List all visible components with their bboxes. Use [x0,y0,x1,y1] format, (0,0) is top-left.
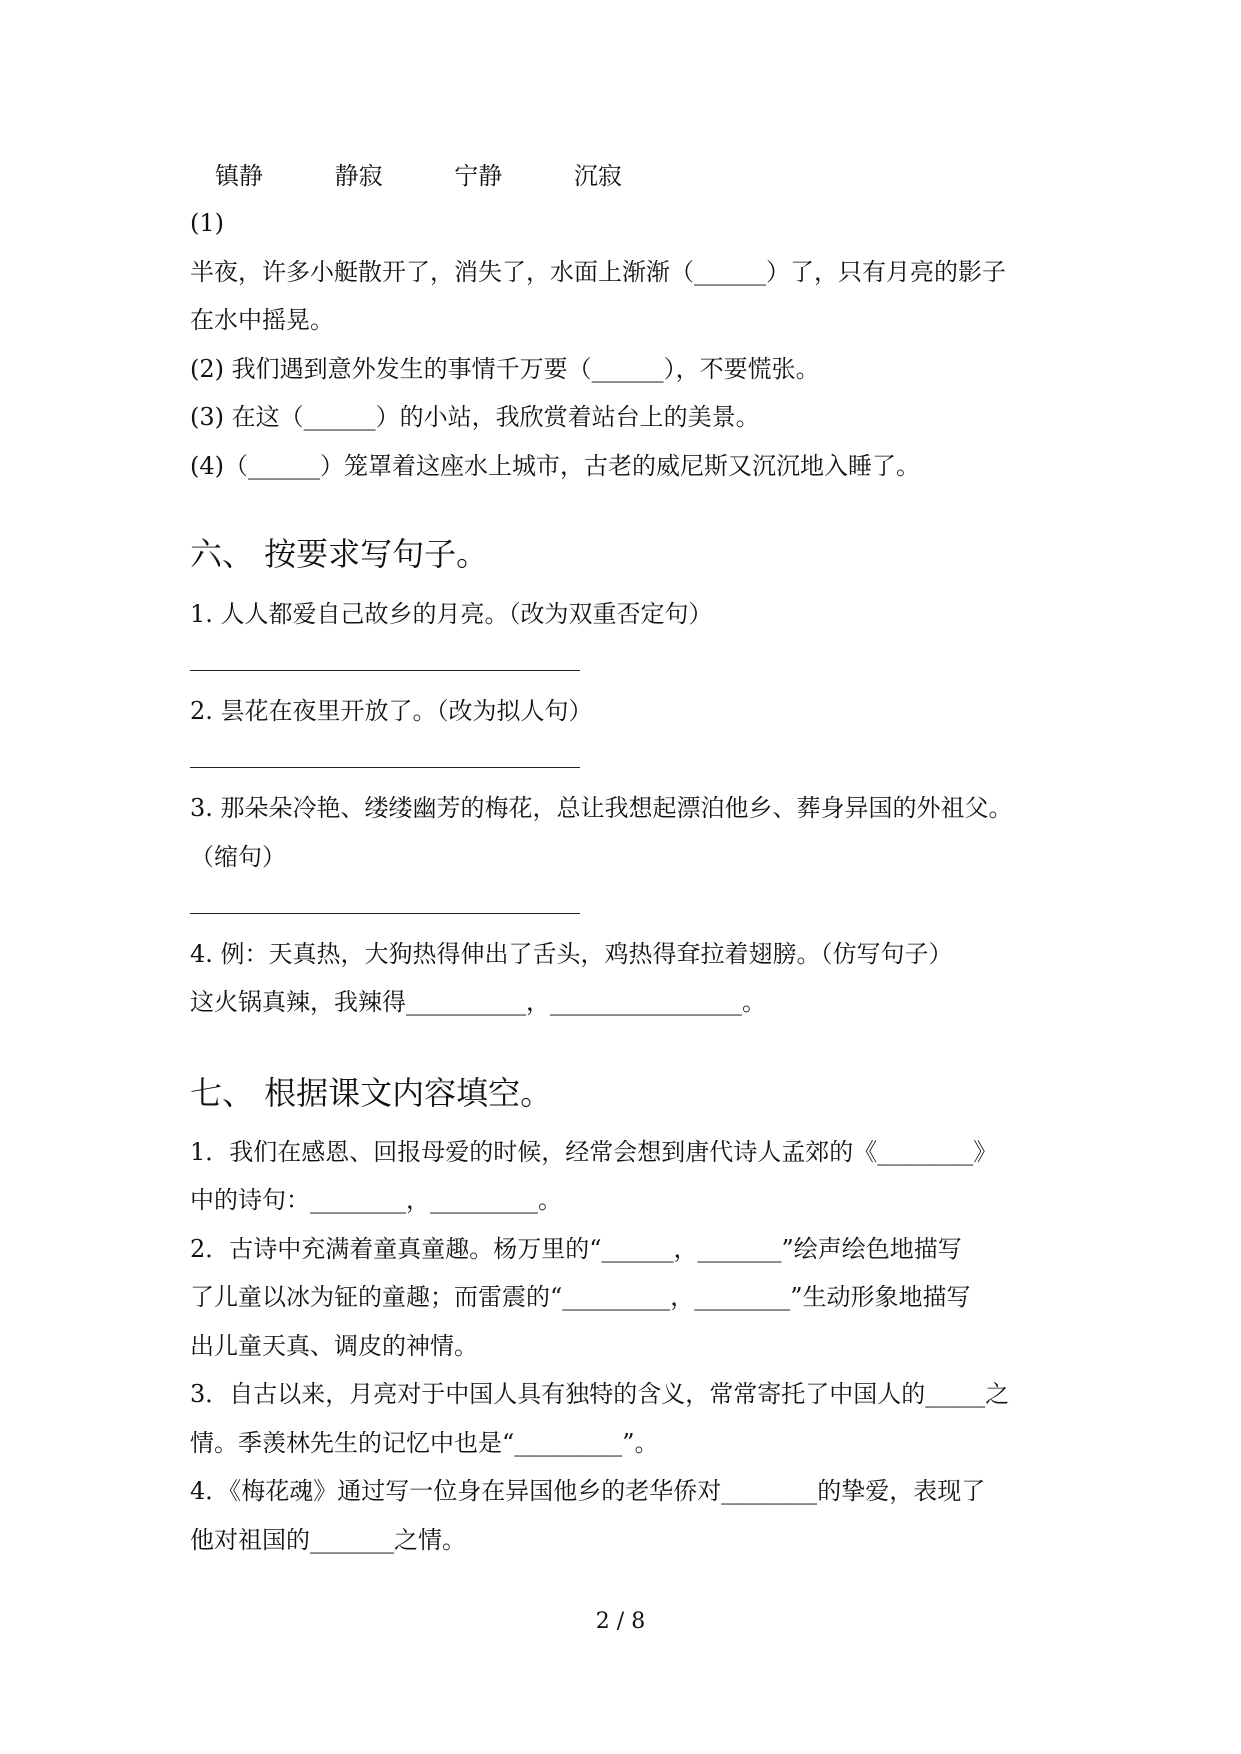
sentence-question-cont: （缩句） [190,843,286,871]
fill-question: 2．古诗中充满着童真童趣。杨万里的“______，_______”绘声绘色地描写 [190,1235,962,1263]
fill-question: 半夜，许多小艇散开了，消失了，水面上渐渐（______）了，只有月亮的影子 [190,258,1006,286]
section-heading: 七、 根据课文内容填空。 [190,1074,553,1112]
fill-question: (4)（______）笼罩着这座水上城市，古老的威尼斯又沉沉地入睡了。 [190,452,920,480]
page-number: 2 / 8 [595,1609,646,1634]
fill-question: 1．我们在感恩、回报母爱的时候，经常会想到唐代诗人孟郊的《________》 [190,1138,998,1166]
fill-question-cont: 他对祖国的_______之情。 [190,1526,466,1554]
word-bank-item: 静寂 [334,162,383,190]
fill-question: 4．《梅花魂》通过写一位身在异国他乡的老华侨对________的挚爱，表现了 [190,1477,986,1505]
fill-question-cont: 出儿童天真、调皮的神情。 [190,1332,478,1360]
word-bank [215,160,1095,192]
fill-question-cont: 在水中摇晃。 [190,306,334,334]
fill-question-cont: 情。季羡林先生的记忆中也是“_________”。 [190,1429,659,1457]
section-heading: 六、 按要求写句子。 [190,535,489,573]
answer-line[interactable] [190,913,580,914]
word-bank-item: 沉寂 [573,162,622,190]
fill-question-cont: 了儿童以冰为钲的童趣；而雷震的“_________，________”生动形象地描写 [190,1283,971,1311]
fill-question: (2) 我们遇到意外发生的事情千万要（______），不要慌张。 [190,355,820,383]
fill-question-cont: 中的诗句：________，_________。 [190,1186,562,1214]
answer-line[interactable] [190,767,580,768]
word-bank-item: 宁静 [454,162,503,190]
sentence-question-cont: 这火锅真辣，我辣得__________，________________。 [190,988,766,1016]
sentence-question: 2. 昙花在夜里开放了。（改为拟人句） [190,697,593,725]
sentence-question: 1. 人人都爱自己故乡的月亮。（改为双重否定句） [190,600,713,628]
question-number: (1) [190,209,224,237]
sentence-question: 3. 那朵朵冷艳、缕缕幽芳的梅花，总让我想起漂泊他乡、葬身异国的外祖父。 [190,794,1013,822]
sentence-question: 4. 例：天真热，大狗热得伸出了舌头，鸡热得耷拉着翅膀。（仿写句子） [190,940,953,968]
word-bank-item: 镇静 [215,162,263,190]
answer-line[interactable] [190,670,580,671]
fill-question: (3) 在这（______）的小站，我欣赏着站台上的美景。 [190,403,760,431]
fill-question: 3．自古以来，月亮对于中国人具有独特的含义，常常寄托了中国人的_____之 [190,1380,1010,1408]
